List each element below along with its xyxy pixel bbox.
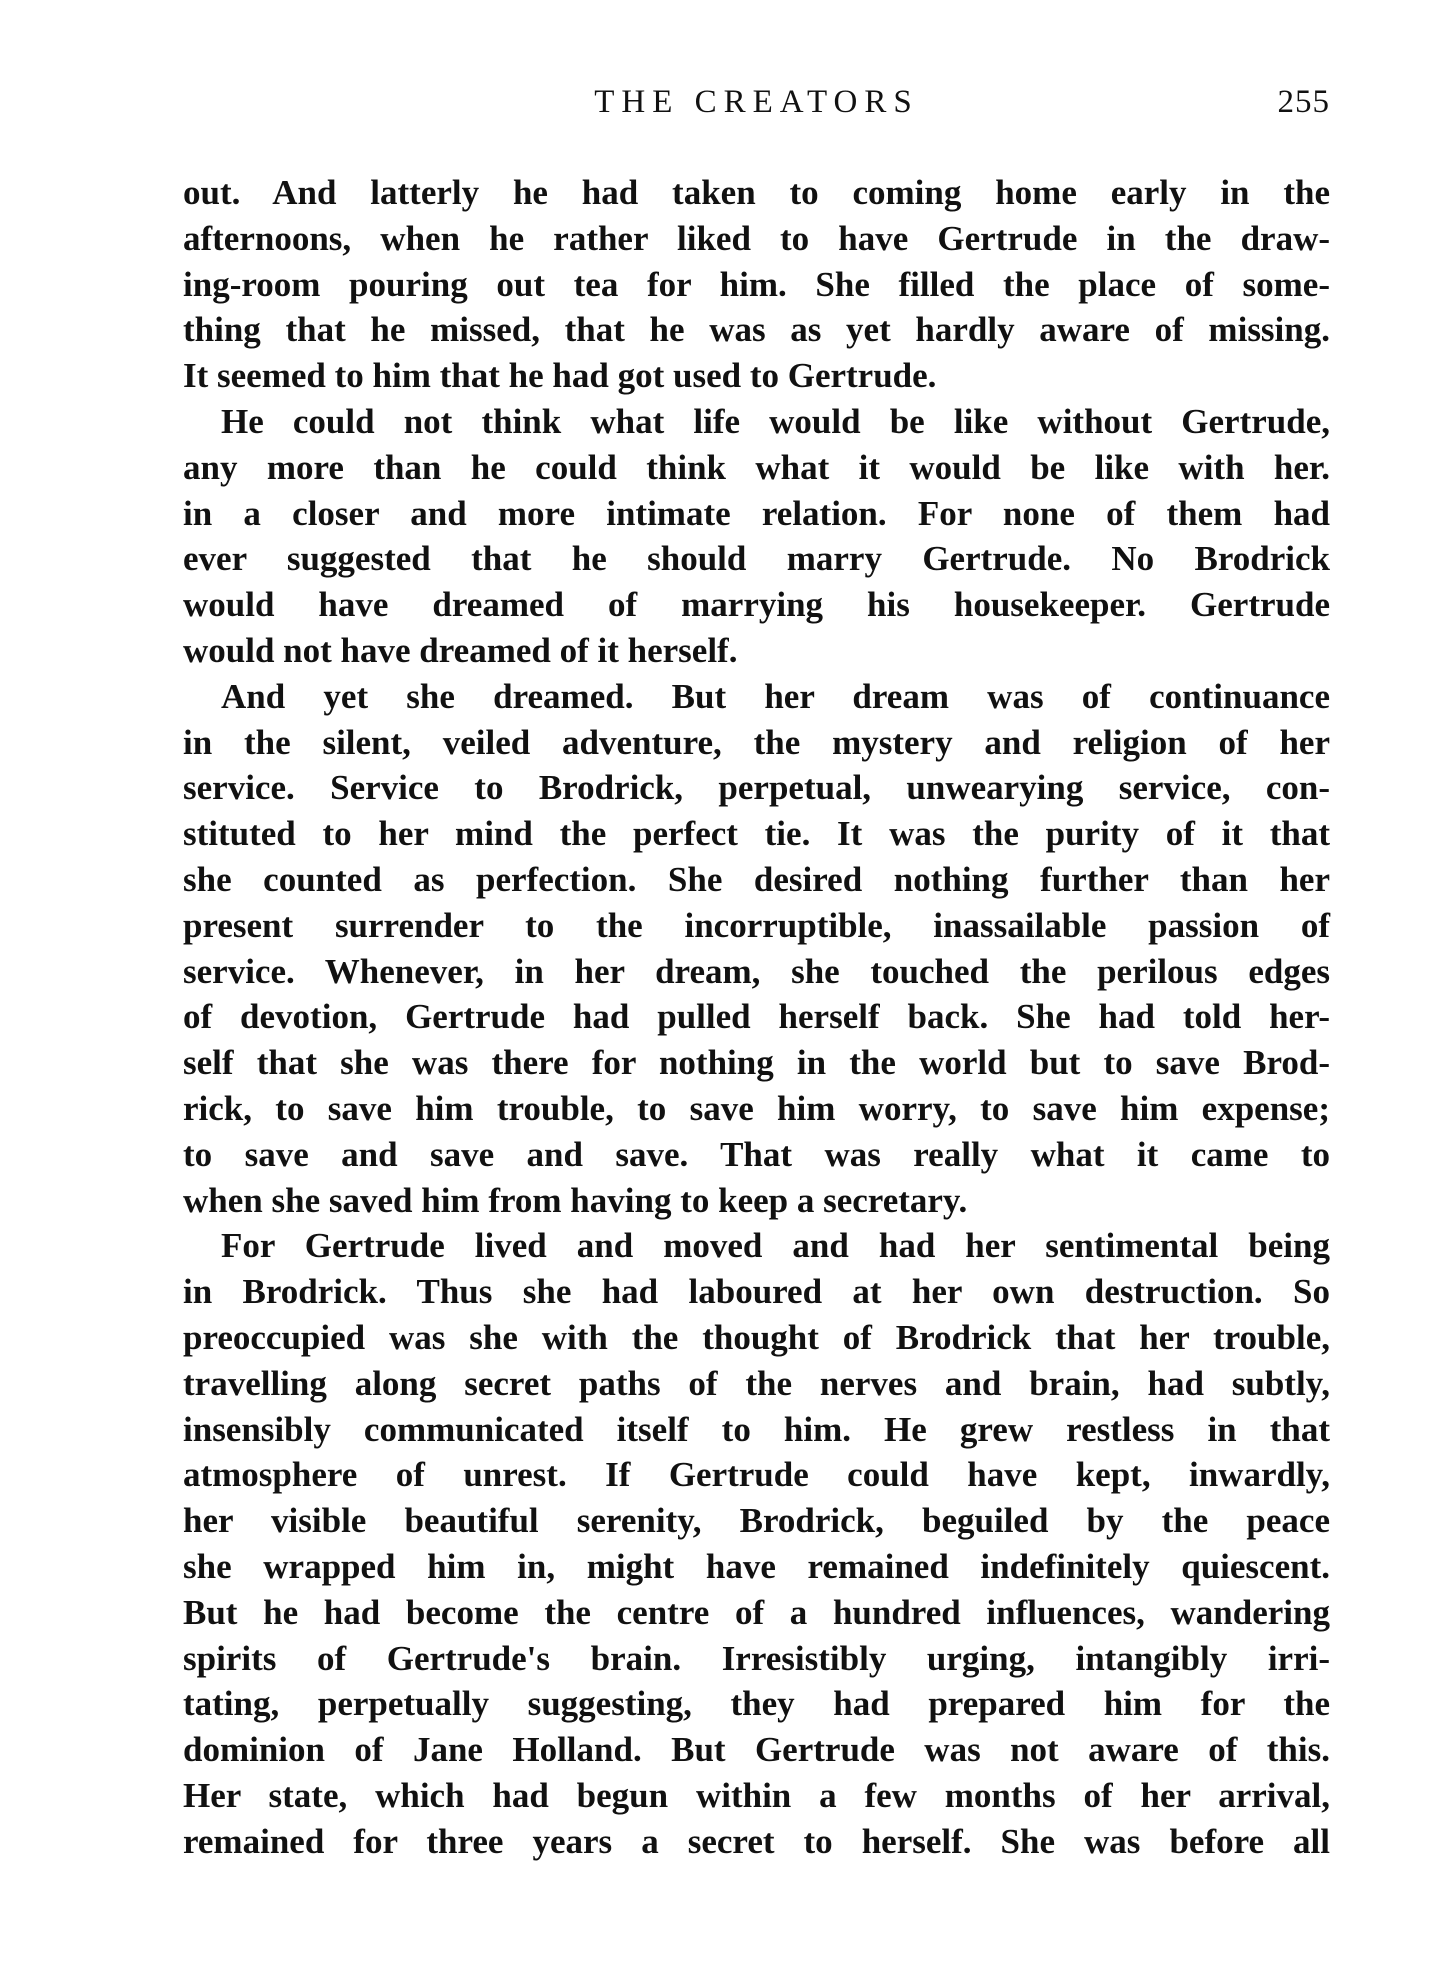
text-line: her visible beautiful serenity, Brodrick, beguiled by the peace (183, 1501, 1330, 1541)
text-line: any more than he could think what it would be like with her. (183, 447, 1330, 487)
text-line: preoccupied was she with the thought of Brodrick that her trouble, (183, 1317, 1330, 1357)
text-line: remained for three years a secret to herself. She was before all (183, 1821, 1330, 1861)
text-line: she wrapped him in, might have remained indefinitely quiescent. (183, 1546, 1330, 1586)
text-line: tating, perpetually suggesting, they had prepared him for the (183, 1684, 1330, 1724)
text-line: afternoons, when he rather liked to have Gertrude in the draw- (183, 218, 1330, 258)
text-line: of devotion, Gertrude had pulled herself back. She had told her- (183, 997, 1330, 1037)
paragraph (183, 170, 1330, 399)
text-line: For Gertrude lived and moved and had her sentimental being (221, 1226, 1330, 1266)
text-line: service. Whenever, in her dream, she touched the perilous edges (183, 951, 1330, 991)
text-line: atmosphere of unrest. If Gertrude could have kept, inwardly, (183, 1455, 1330, 1495)
running-title: THE CREATORS (594, 84, 919, 120)
text-line: in a closer and more intimate relation. For none of them had (183, 493, 1330, 533)
text-line: to save and save and save. That was really what it came to (183, 1134, 1330, 1174)
text-line: ing-room pouring out tea for him. She filled the place of some- (183, 264, 1330, 304)
text-line: ever suggested that he should marry Gertrude. No Brodrick (183, 539, 1330, 579)
text-line: Her state, which had begun within a few months of her arrival, (183, 1775, 1330, 1815)
text-line: stituted to her mind the perfect tie. It was the purity of it that (183, 814, 1330, 854)
text-line: But he had become the centre of a hundred influences, wandering (183, 1592, 1330, 1632)
text-line: rick, to save him trouble, to save him worry, to save him expense; (183, 1088, 1330, 1128)
text-line: present surrender to the incorruptible, inassailable passion of (183, 905, 1330, 945)
text-line: service. Service to Brodrick, perpetual, unwearying service, con- (183, 768, 1330, 808)
page-header (183, 84, 1330, 130)
paragraph (183, 674, 1330, 1224)
page-number: 255 (1277, 84, 1330, 120)
text-line: travelling along secret paths of the nerves and brain, had subtly, (183, 1363, 1330, 1403)
paragraph (183, 399, 1330, 674)
text-line: dominion of Jane Holland. But Gertrude was not aware of this. (183, 1730, 1330, 1770)
text-line: And yet she dreamed. But her dream was of continuance (221, 676, 1330, 716)
text-line: self that she was there for nothing in the world but to save Brod- (183, 1043, 1330, 1083)
page-body (183, 170, 1330, 1864)
text-line: would not have dreamed of it herself. (183, 630, 738, 670)
text-line: insensibly communicated itself to him. He grew restless in that (183, 1409, 1330, 1449)
text-line: spirits of Gertrude's brain. Irresistibly urging, intangibly irri- (183, 1638, 1330, 1678)
text-line: thing that he missed, that he was as yet hardly aware of missing. (183, 310, 1330, 350)
text-line: would have dreamed of marrying his housekeeper. Gertrude (183, 585, 1330, 625)
text-line: in Brodrick. Thus she had laboured at her own destruction. So (183, 1272, 1330, 1312)
text-line: He could not think what life would be like without Gertrude, (221, 401, 1330, 441)
text-line: in the silent, veiled adventure, the mystery and religion of her (183, 722, 1330, 762)
paragraph (183, 1223, 1330, 1864)
text-line: out. And latterly he had taken to coming home early in the (183, 173, 1330, 212)
text-line: when she saved him from having to keep a secretary. (183, 1180, 968, 1220)
text-line: It seemed to him that he had got used to Gertrude. (183, 356, 937, 396)
text-line: she counted as perfection. She desired nothing further than her (183, 859, 1330, 899)
